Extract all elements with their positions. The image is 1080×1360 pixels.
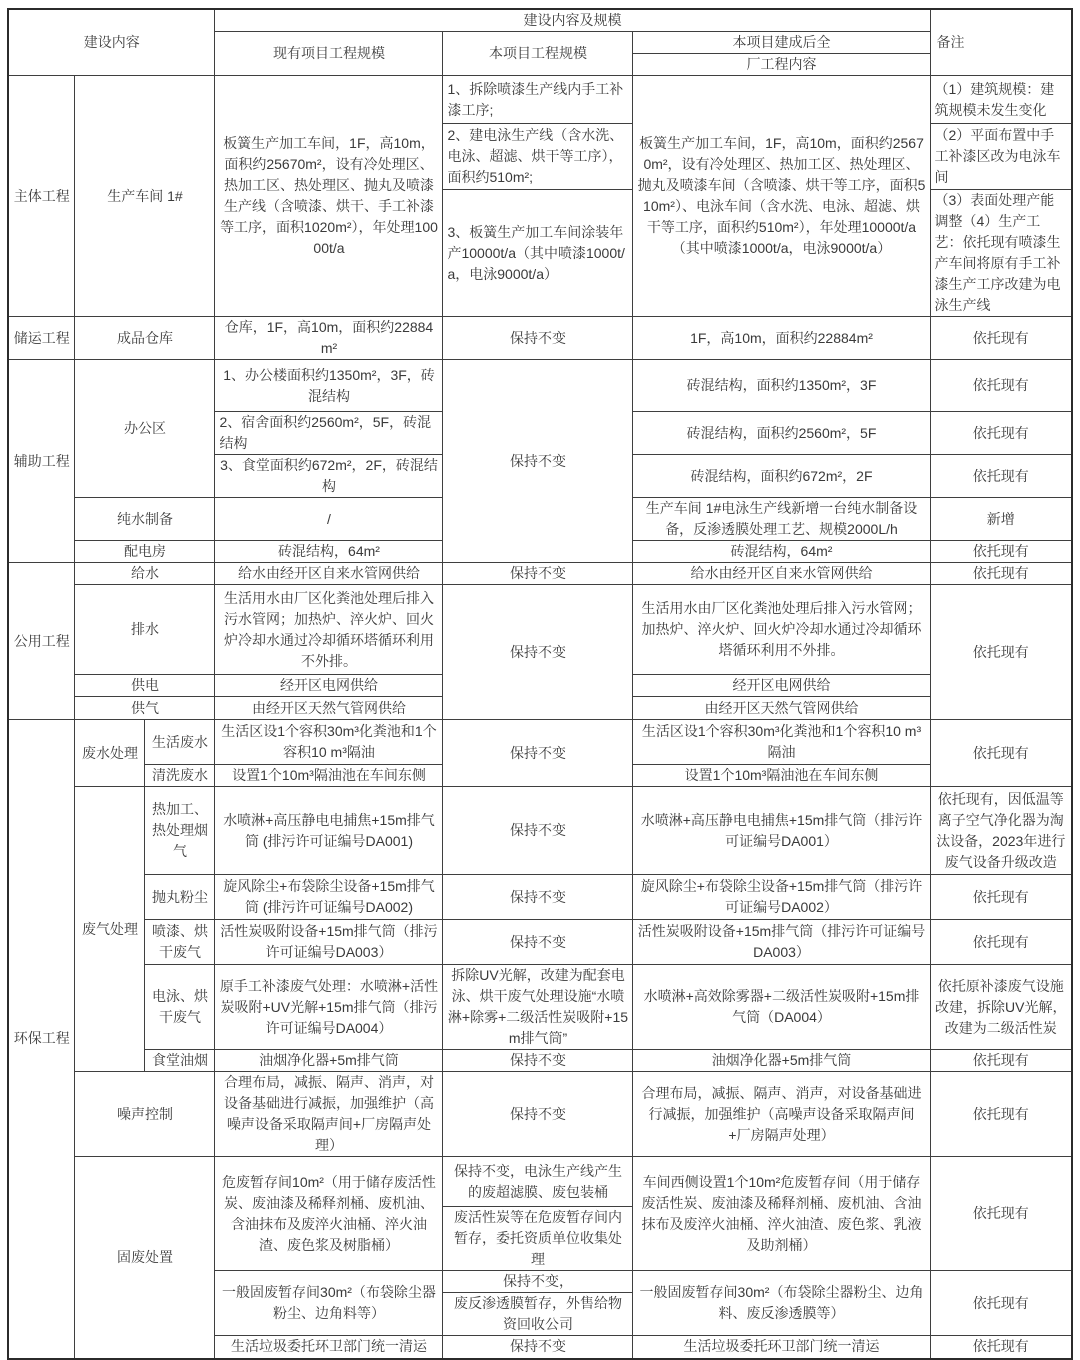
main-existing-cell: 板簧生产加工车间，1F，高10m，面积约25670m²，设有冷处理区、热加工区、热处理区、抛丸及喷漆生产线（含喷漆、烘干、手工补漆等工序，面积1020m²），年处理10000t/a [215, 76, 443, 317]
hazardous-waste-project-1: 保持不变，电泳生产线产生的废超滤膜、废包装桶 [443, 1157, 633, 1207]
office-remark-2: 依托现有 [930, 412, 1072, 455]
cleaning-wastewater-existing: 设置1个10m³隔油池在车间东侧 [215, 765, 443, 787]
kitchen-fume-after: 油烟净化器+5m排气筒 [633, 1050, 930, 1072]
item-office-area: 办公区 [75, 360, 215, 498]
item-production-workshop: 生产车间 1# [75, 76, 215, 317]
garbage-remark: 依托现有 [930, 1336, 1072, 1359]
electrophoresis-remark: 依托原补漆废气设施改建，拆除UV光解，改建为二级活性炭 [930, 965, 1072, 1050]
storage-project-cell: 保持不变 [443, 317, 633, 360]
subitem-paint-drying-gas: 喷漆、烘干废气 [145, 920, 215, 965]
header-remark: 备注 [930, 9, 1072, 76]
general-waste-remark: 依托现有 [930, 1271, 1072, 1336]
drainage-project: 保持不变 [443, 585, 633, 720]
garbage-after: 生活垃圾委托环卫部门统一清运 [633, 1336, 930, 1359]
power-supply-after: 经开区电网供给 [633, 675, 930, 697]
water-supply-project: 保持不变 [443, 563, 633, 585]
kitchen-fume-remark: 依托现有 [930, 1050, 1072, 1072]
item-pure-water: 纯水制备 [75, 498, 215, 541]
wastewater-remark: 依托现有 [930, 720, 1072, 787]
shot-blasting-existing: 旋风除尘+布袋除尘设备+15m排气筒 (排污许可证编号DA002) [215, 875, 443, 920]
main-remark-3: （3）表面处理产能调整（4）生产工艺：依托现有喷漆生产车间将原有手工补漆生产工序改建为电泳生产线 [930, 190, 1072, 317]
item-finished-warehouse: 成品仓库 [75, 317, 215, 360]
header-content-and-scale: 建设内容及规模 [215, 9, 930, 32]
general-waste-project-1: 保持不变， [443, 1271, 633, 1293]
storage-remark-cell: 依托现有 [930, 317, 1072, 360]
category-utility-works: 公用工程 [8, 563, 75, 720]
subitem-cleaning-wastewater: 清洗废水 [145, 765, 215, 787]
auxiliary-project-cell: 保持不变 [443, 360, 633, 563]
noise-remark: 依托现有 [930, 1072, 1072, 1157]
subitem-kitchen-fume: 食堂油烟 [145, 1050, 215, 1072]
water-supply-after: 给水由经开区自来水管网供给 [633, 563, 930, 585]
shot-blasting-after: 旋风除尘+布袋除尘设备+15m排气筒（排污许可证编号DA002） [633, 875, 930, 920]
electrophoresis-project: 拆除UV光解，改建为配套电泳、烘干废气处理设施“水喷淋+除雾+二级活性炭吸附+15m排气筒” [443, 965, 633, 1050]
drainage-existing: 生活用水由厂区化粪池处理后排入污水管网；加热炉、淬火炉、回火炉冷却水通过冷却循环塔循环利用不外排。 [215, 585, 443, 675]
storage-after-cell: 1F，高10m，面积约22884m² [633, 317, 930, 360]
pure-water-existing: / [215, 498, 443, 541]
domestic-wastewater-after: 生活区设1个容积30m³化粪池和1个容积10 m³隔油 [633, 720, 930, 765]
hazardous-waste-project-2: 废活性炭等在危废暂存间内暂存，委托资质单位收集处理 [443, 1207, 633, 1271]
subitem-thermal-fume: 热加工、热处理烟气 [145, 787, 215, 875]
pure-water-after: 生产车间 1#电泳生产线新增一台纯水制备设备，反渗透膜处理工艺、规模2000L/h [633, 498, 930, 541]
main-project-item-2: 2、建电泳生产线（含水洗、电泳、超滤、烘干等工序），面积约510m²; [443, 124, 633, 190]
drainage-remark: 依托现有 [930, 585, 1072, 720]
category-auxiliary-works: 辅助工程 [8, 360, 75, 563]
water-supply-existing: 给水由经开区自来水管网供给 [215, 563, 443, 585]
main-after-cell: 板簧生产加工车间，1F，高10m，面积约25670m²，设有冷处理区、热加工区、热处理区、抛丸及喷漆车间（含喷漆、烘干等工序，面积510m²）、电泳车间（含水洗、电泳、超滤、烘干等工序，面积约510m²），年处理10000t/a（其中喷漆1000t/a，电泳9000t/a） [633, 76, 930, 317]
main-project-item-1: 1、拆除喷漆生产线内手工补漆工序; [443, 76, 633, 124]
water-supply-remark: 依托现有 [930, 563, 1072, 585]
drainage-after: 生活用水由厂区化粪池处理后排入污水管网；加热炉、淬火炉、回火炉冷却水通过冷却循环塔循环利用不外排。 [633, 585, 930, 675]
hazardous-waste-existing: 危废暂存间10m²（用于储存废活性炭、废油漆及稀释剂桶、废机油、含油抹布及废淬火油桶、淬火油渣、废色浆及树脂桶） [215, 1157, 443, 1271]
office-existing-3: 3、食堂面积约672m²，2F，砖混结构 [215, 455, 443, 498]
office-remark-3: 依托现有 [930, 455, 1072, 498]
kitchen-fume-project: 保持不变 [443, 1050, 633, 1072]
item-drainage: 排水 [75, 585, 215, 675]
storage-existing-cell: 仓库，1F，高10m，面积约22884m² [215, 317, 443, 360]
paint-drying-existing: 活性炭吸附设备+15m排气筒（排污许可证编号DA003） [215, 920, 443, 965]
item-power-supply: 供电 [75, 675, 215, 697]
category-main-works: 主体工程 [8, 76, 75, 317]
item-power-room: 配电房 [75, 541, 215, 563]
thermal-fume-remark: 依托现有，因低温等离子空气净化器为淘汰设备，2023年进行废气设备升级改造 [930, 787, 1072, 875]
main-project-item-3: 3、板簧生产加工车间涂装年产10000t/a（其中喷漆1000t/a，电泳9000t/a） [443, 190, 633, 317]
power-room-after: 砖混结构，64m² [633, 541, 930, 563]
domestic-wastewater-existing: 生活区设1个容积30m³化粪池和1个容积10 m³隔油 [215, 720, 443, 765]
power-room-existing: 砖混结构，64m² [215, 541, 443, 563]
office-after-3: 砖混结构，面积约672m²，2F [633, 455, 930, 498]
hazardous-waste-after: 车间西侧设置1个10m²危废暂存间（用于储存废活性炭、废油漆及稀释剂桶、废机油、含油抹布及废淬火油桶、淬火油渣、废色浆、乳液及助剂桶） [633, 1157, 930, 1271]
shot-blasting-remark: 依托现有 [930, 875, 1072, 920]
noise-after: 合理布局，减振、隔声、消声，对设备基础进行减振，加强维护（高噪声设备采取隔声间+厂房隔声处理） [633, 1072, 930, 1157]
noise-project: 保持不变 [443, 1072, 633, 1157]
header-project-scale: 本项目工程规模 [443, 32, 633, 76]
general-waste-project-2: 废反渗透膜暂存，外售给物资回收公司 [443, 1293, 633, 1336]
header-after-completion-line1: 本项目建成后全 [633, 32, 930, 54]
pure-water-remark: 新增 [930, 498, 1072, 541]
kitchen-fume-existing: 油烟净化器+5m排气筒 [215, 1050, 443, 1072]
paint-drying-project: 保持不变 [443, 920, 633, 965]
item-waste-gas-treatment: 废气处理 [75, 787, 145, 1072]
item-solid-waste-disposal: 固废处置 [75, 1157, 215, 1359]
wastewater-project: 保持不变 [443, 720, 633, 787]
electrophoresis-existing: 原手工补漆废气处理：水喷淋+活性炭吸附+UV光解+15m排气筒（排污许可证编号DA004） [215, 965, 443, 1050]
main-remark-2: （2）平面布置中手工补漆区改为电泳车间 [930, 124, 1072, 190]
header-after-completion-line2: 厂工程内容 [633, 54, 930, 76]
thermal-fume-project: 保持不变 [443, 787, 633, 875]
paint-drying-after: 活性炭吸附设备+15m排气筒（排污许可证编号DA003） [633, 920, 930, 965]
construction-content-table [7, 8, 1073, 1360]
office-existing-1: 1、办公楼面积约1350m²，3F，砖混结构 [215, 360, 443, 412]
garbage-existing: 生活垃圾委托环卫部门统一清运 [215, 1336, 443, 1359]
category-environmental-works: 环保工程 [8, 720, 75, 1359]
gas-supply-existing: 由经开区天然气管网供给 [215, 697, 443, 720]
item-gas-supply: 供气 [75, 697, 215, 720]
office-remark-1: 依托现有 [930, 360, 1072, 412]
item-wastewater-treatment: 废水处理 [75, 720, 145, 787]
thermal-fume-after: 水喷淋+高压静电电捕焦+15m排气筒（排污许可证编号DA001） [633, 787, 930, 875]
item-water-supply: 给水 [75, 563, 215, 585]
cleaning-wastewater-after: 设置1个10m³隔油池在车间东侧 [633, 765, 930, 787]
subitem-shot-blasting-dust: 抛丸粉尘 [145, 875, 215, 920]
subitem-electrophoresis-gas: 电泳、烘干废气 [145, 965, 215, 1050]
item-noise-control: 噪声控制 [75, 1072, 215, 1157]
gas-supply-after: 由经开区天然气管网供给 [633, 697, 930, 720]
power-supply-existing: 经开区电网供给 [215, 675, 443, 697]
electrophoresis-after: 水喷淋+高效除雾器+二级活性炭吸附+15m排气筒（DA004） [633, 965, 930, 1050]
noise-existing: 合理布局，减振、隔声、消声，对设备基础进行减振，加强维护（高噪声设备采取隔声间+厂房隔声处理） [215, 1072, 443, 1157]
office-existing-2: 2、宿舍面积约2560m²，5F，砖混结构 [215, 412, 443, 455]
general-waste-after: 一般固废暂存间30m²（布袋除尘器粉尘、边角料、废反渗透膜等） [633, 1271, 930, 1336]
subitem-domestic-wastewater: 生活废水 [145, 720, 215, 765]
header-construction-content: 建设内容 [8, 9, 215, 76]
shot-blasting-project: 保持不变 [443, 875, 633, 920]
main-remark-1: （1）建筑规模：建筑规模未发生变化 [930, 76, 1072, 124]
power-room-remark: 依托现有 [930, 541, 1072, 563]
office-after-2: 砖混结构，面积约2560m²，5F [633, 412, 930, 455]
category-storage-works: 储运工程 [8, 317, 75, 360]
thermal-fume-existing: 水喷淋+高压静电电捕焦+15m排气筒 (排污许可证编号DA001) [215, 787, 443, 875]
office-after-1: 砖混结构，面积约1350m²，3F [633, 360, 930, 412]
garbage-project: 保持不变 [443, 1336, 633, 1359]
general-waste-existing: 一般固废暂存间30m²（布袋除尘器粉尘、边角料等） [215, 1271, 443, 1336]
hazardous-waste-remark: 依托现有 [930, 1157, 1072, 1271]
paint-drying-remark: 依托现有 [930, 920, 1072, 965]
header-existing-scale: 现有项目工程规模 [215, 32, 443, 76]
